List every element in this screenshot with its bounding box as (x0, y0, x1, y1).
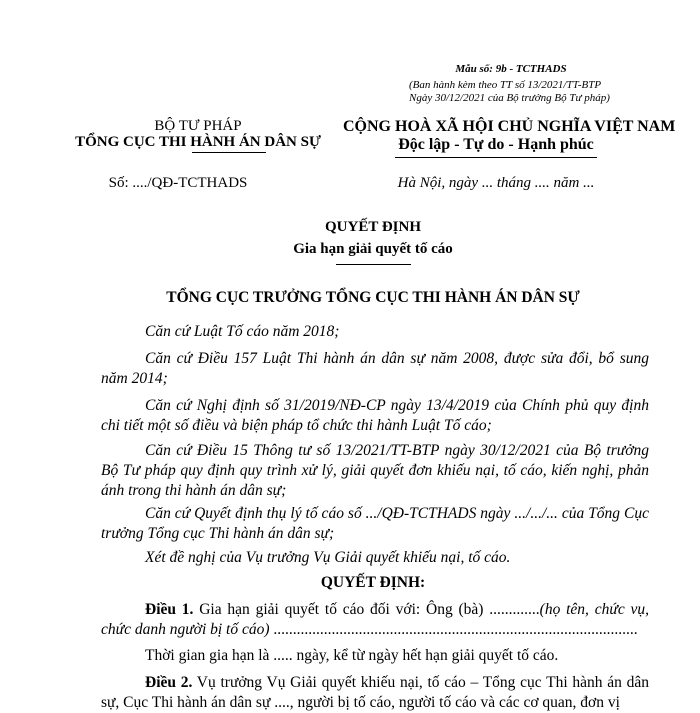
document-title: QUYẾT ĐỊNH (325, 219, 421, 235)
form-note-line1: (Ban hành kèm theo TT số 13/2021/TT-BTP (409, 79, 602, 91)
agency-name: TỔNG CỤC THI HÀNH ÁN DÂN SỰ (75, 134, 321, 150)
decision-heading: QUYẾT ĐỊNH: (320, 574, 426, 591)
proposal-basis: Xét đề nghị của Vụ trưởng Vụ Giải quyết khiếu nại, tố cáo. (145, 549, 511, 566)
national-motto: Độc lập - Tự do - Hạnh phúc (398, 136, 594, 153)
article-1-italic: (họ tên, chức vụ, chức danh người bị tố cáo) (101, 601, 650, 638)
title-underline (336, 264, 411, 265)
legal-basis-5: Căn cứ Quyết định thụ lý tố cáo số .../QĐ-TCTHADS ngày .../.../... của Tổng Cục trưởng Tổng cục Thi hành án dân sự; (101, 505, 649, 542)
place-and-date: Hà Nội, ngày ... tháng .... năm ... (397, 175, 595, 191)
legal-basis-3: Căn cứ Nghị định số 31/2019/NĐ-CP ngày 13/4/2019 của Chính phủ quy định chi tiết một số điều và biện pháp tổ chức thi hành Luật Tố cáo; (101, 397, 649, 434)
document-subtitle: Gia hạn giải quyết tố cáo (293, 241, 453, 257)
motto-underline (395, 157, 597, 158)
form-note-line2: Ngày 30/12/2021 của Bộ trưởng Bộ Tư pháp) (409, 92, 610, 104)
issuing-authority: TỔNG CỤC TRƯỞNG TỔNG CỤC THI HÀNH ÁN DÂN SỰ (166, 289, 580, 306)
article-2-label: Điều 2. (145, 674, 193, 691)
legal-basis-1: Căn cứ Luật Tố cáo năm 2018; (145, 323, 340, 340)
extension-period: Thời gian gia hạn là ..... ngày, kể từ ngày hết hạn giải quyết tố cáo. (145, 647, 559, 664)
agency-underline (192, 152, 266, 153)
ministry-name: BỘ TƯ PHÁP (154, 118, 242, 134)
legal-basis-2: Căn cứ Điều 157 Luật Thi hành án dân sự năm 2008, được sửa đổi, bổ sung năm 2014; (101, 350, 649, 387)
document-number: Số: ..../QĐ-TCTHADS (108, 175, 248, 191)
article-1-label: Điều 1. (145, 601, 194, 618)
article-1-text: Gia hạn giải quyết tố cáo đối với: Ông (bà) ............. (193, 601, 540, 618)
article-1 (101, 600, 649, 640)
nation-name: CỘNG HOÀ XÃ HỘI CHỦ NGHĨA VIỆT NAM (343, 118, 676, 135)
legal-basis-4: Căn cứ Điều 15 Thông tư số 13/2021/TT-BTP ngày 30/12/2021 của Bộ trưởng Bộ Tư pháp quy định quy trình xử lý, giải quyết đơn khiếu nại, tố cáo, kiến nghị, phản ánh trong thi hành án dân sự; (101, 442, 649, 499)
article-1-dots: .............................................................................................. (269, 621, 638, 638)
form-code: Mẫu số: 9b - TCTHADS (455, 63, 567, 75)
article-2-text: Vụ trưởng Vụ Giải quyết khiếu nại, tố cáo – Tổng cục Thi hành án dân sự, Cục Thi hành án dân sự ...., người bị tố cáo, người tố cáo và các cơ quan, đơn vị (101, 674, 649, 711)
article-2 (101, 673, 649, 713)
